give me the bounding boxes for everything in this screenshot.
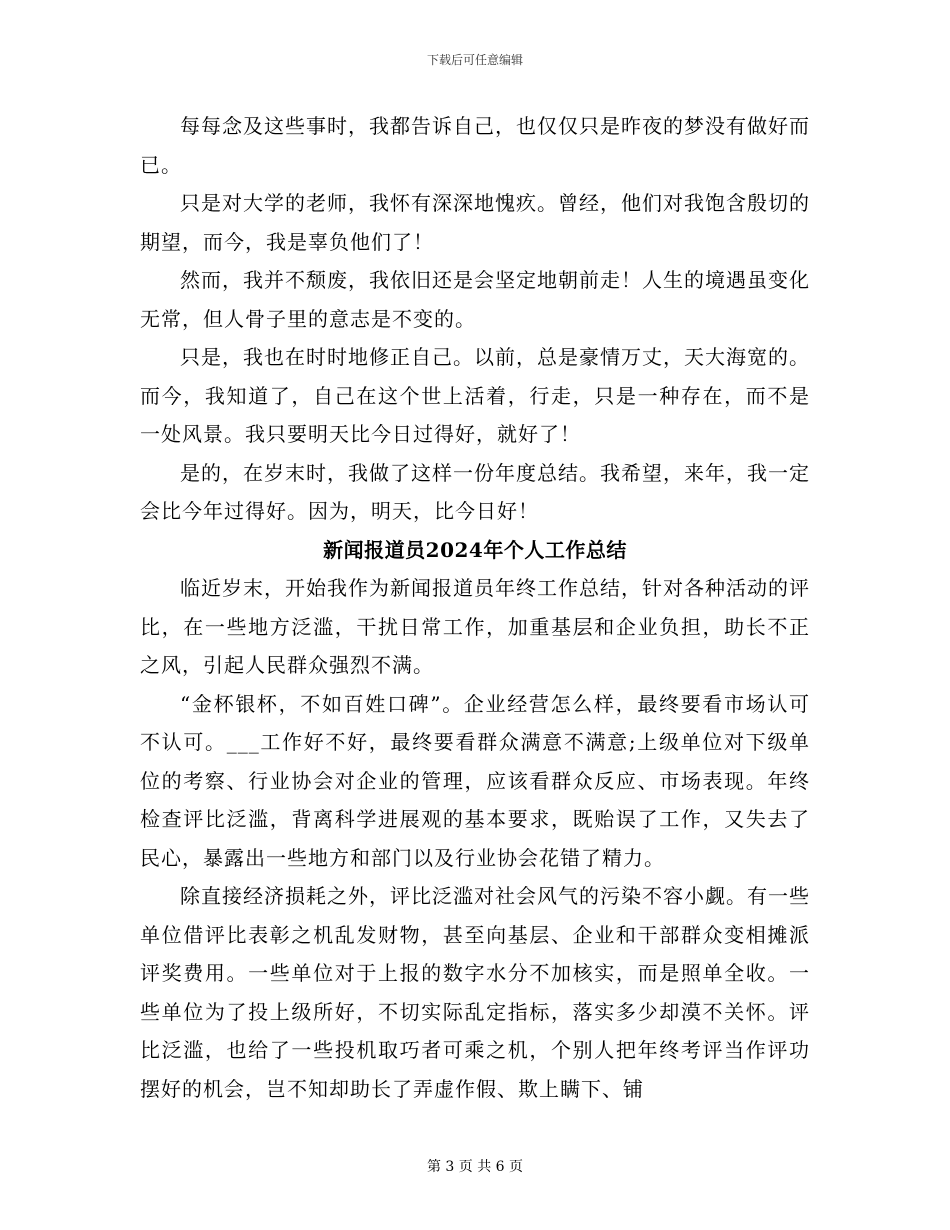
paragraph: 然而，我并不颓废，我依旧还是会坚定地朝前走！人生的境遇虽变化无常，但人骨子里的意志是不变的。 xyxy=(140,268,810,331)
paragraph: 是的，在岁末时，我做了这样一份年度总结。我希望，来年，我一定会比今年过得好。因为，明天，比今日好！ xyxy=(140,460,810,523)
section-title: 新闻报道员2024年个人工作总结 xyxy=(323,537,627,562)
document-body xyxy=(140,107,810,1108)
paragraph: 每每念及这些事时，我都告诉自己，也仅仅只是昨夜的梦没有做好而已。 xyxy=(140,114,810,177)
page-footer: 第 3 页 共 6 页 xyxy=(426,1159,524,1175)
paragraph: 除直接经济损耗之外，评比泛滥对社会风气的污染不容小觑。有一些单位借评比表彰之机乱发财物，甚至向基层、企业和干部群众变相摊派评奖费用。一些单位对于上报的数字水分不加核实，而是照单全收。一些单位为了投上级所好，不切实际乱定指标，落实多少却漠不关怀。评比泛滥，也给了一些投机取巧者可乘之机，个别人把年终考评当作评功摆好的机会，岂不知却助长了弄虚作假、欺上瞒下、铺 xyxy=(140,884,810,1101)
paragraph: 临近岁末，开始我作为新闻报道员年终工作总结，针对各种活动的评比，在一些地方泛滥，干扰日常工作，加重基层和企业负担，助长不正之风，引起人民群众强烈不满。 xyxy=(140,576,810,677)
paragraph: 只是对大学的老师，我怀有深深地愧疚。曾经，他们对我饱含殷切的期望，而今，我是辜负他们了！ xyxy=(140,191,810,254)
paragraph: 只是，我也在时时地修正自己。以前，总是豪情万丈，天大海宽的。而今，我知道了，自己在这个世上活着，行走，只是一种存在，而不是一处风景。我只要明天比今日过得好，就好了！ xyxy=(140,345,810,446)
page-header: 下载后可任意编辑 xyxy=(426,53,523,67)
paragraph: “金杯银杯，不如百姓口碑”。企业经营怎么样，最终要看市场认可不认可。___工作好不好，最终要看群众满意不满意;上级单位对下级单位的考察、行业协会对企业的管理，应该看群众反应、市场表现。年终检查评比泛滥，背离科学进展观的基本要求，既贻误了工作，又失去了民心，暴露出一些地方和部门以及行业协会花错了精力。 xyxy=(140,691,810,870)
